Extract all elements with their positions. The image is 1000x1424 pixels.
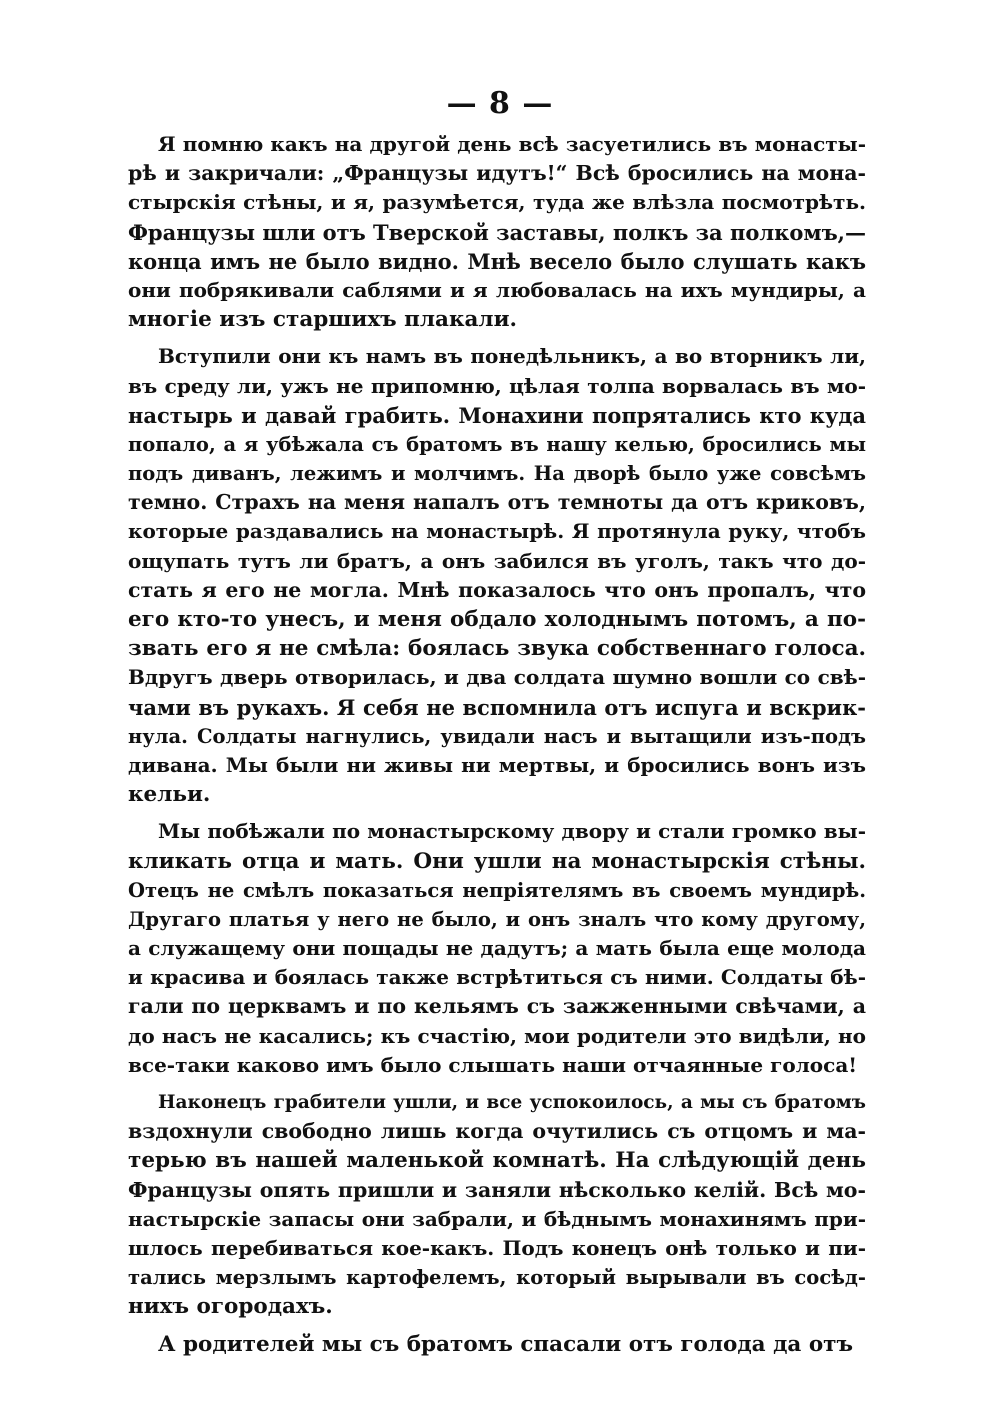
text-line: нихъ огородахъ. <box>128 1294 333 1320</box>
text-line: Вступили они къ намъ въ понедѣльникъ, а во вторникъ ли, <box>158 344 866 369</box>
text-line: звать его я не смѣла: боялась звука собственнаго голоса. <box>128 636 866 662</box>
page-number: — 8 — <box>446 86 554 121</box>
text-line: Мы побѣжали по монастырскому двору и стали громко вы- <box>158 819 866 844</box>
paragraph <box>128 342 866 809</box>
text-line: и красива и боялась также встрѣтиться съ ними. Солдаты бѣ- <box>128 965 866 990</box>
text-line: рѣ и закричали: „Французы идутъ!“ Всѣ бросились на мона- <box>128 161 866 186</box>
text-line: А родителей мы съ братомъ спасали отъ голода да отъ <box>158 1331 853 1357</box>
text-line: а служащему они пощады не дадутъ; а мать была еще молода <box>128 936 866 961</box>
text-line: шлось перебиваться кое-какъ. Подъ конецъ онѣ только и пи- <box>128 1235 866 1260</box>
text-line: Я помню какъ на другой день всѣ засуетились въ монасты- <box>158 132 866 156</box>
text-line: дивана. Мы были ни живы ни мертвы, и бросились вонъ изъ <box>128 752 866 777</box>
paragraph <box>128 130 866 334</box>
text-line: Другаго платья у него не было, и онъ зналъ что кому другому, <box>128 907 866 931</box>
text-line: вздохнули свободно лишь когда очутились съ отцомъ и ма- <box>128 1119 866 1144</box>
text-line: ощупать тутъ ли братъ, а онъ забился въ уголъ, такъ что до- <box>128 548 866 573</box>
text-line: они побрякивали саблями и я любовалась на ихъ мундиры, а <box>128 277 866 302</box>
text-line: конца имъ не было видно. Мнѣ весело было слушать какъ <box>128 248 866 274</box>
text-line: которые раздавались на монастырѣ. Я протянула руку, чтобъ <box>128 519 866 544</box>
text-line: Вдругъ дверь отворилась, и два солдата шумно вошли со свѣ- <box>128 665 866 690</box>
text-line: нула. Солдаты нагнулись, увидали насъ и вытащили изъ-подъ <box>128 724 866 748</box>
text-line: многіе изъ старшихъ плакали. <box>128 307 518 333</box>
text-line: Наконецъ грабители ушли, и все успокоилось, а мы съ братомъ <box>158 1092 866 1113</box>
text-line: Отецъ не смѣлъ показаться непріятелямъ въ своемъ мундирѣ. <box>128 878 866 902</box>
paragraph <box>128 817 866 1080</box>
text-line: чами въ рукахъ. Я себя не вспомнила отъ испуга и вскрик- <box>128 694 866 720</box>
text-line: въ среду ли, ужъ не припомню, цѣлая толпа ворвалась въ мо- <box>128 373 866 398</box>
text-line: подъ диванъ, лежимъ и молчимъ. На дворѣ было уже совсѣмъ <box>128 462 866 486</box>
paragraph <box>128 1088 866 1322</box>
text-line: его кто-то унесъ, и меня обдало холоднымъ потомъ, а по- <box>128 607 866 632</box>
text-line: Французы шли отъ Тверской заставы, полкъ за полкомъ,— <box>128 219 866 245</box>
text-line: терью въ нашей маленькой комнатѣ. На слѣдующій день <box>128 1148 866 1174</box>
text-line: до насъ не касались; къ счастію, мои родители это видѣли, но <box>128 1023 866 1048</box>
body-text <box>128 130 866 1367</box>
text-line: все-таки каково имъ было слышать наши отчаянные голоса! <box>128 1052 858 1077</box>
paragraph <box>128 1330 866 1359</box>
text-line: настырь и давай грабить. Монахини попрятались кто куда <box>128 402 866 428</box>
text-line: стырскія стѣны, и я, разумѣется, туда же влѣзла посмотрѣть. <box>128 190 866 215</box>
text-line: тались мерзлымъ картофелемъ, который вырывали въ сосѣд- <box>128 1266 866 1290</box>
text-line: настырскіе запасы они забрали, и бѣднымъ монахинямъ при- <box>128 1206 866 1231</box>
text-line: темно. Страхъ на меня напалъ отъ темноты да отъ криковъ, <box>128 490 866 515</box>
text-line: Французы опять пришли и заняли нѣсколько келій. Всѣ мо- <box>128 1177 866 1202</box>
text-line: гали по церквамъ и по кельямъ съ зажженными свѣчами, а <box>128 994 866 1019</box>
text-line: стать я его не могла. Мнѣ показалось что онъ пропалъ, что <box>128 577 866 602</box>
text-line: попало, а я убѣжала съ братомъ въ нашу келью, бросились мы <box>128 432 866 456</box>
text-line: кельи. <box>128 782 211 808</box>
text-line: кликать отца и мать. Они ушли на монастырскія стѣны. <box>128 848 866 874</box>
